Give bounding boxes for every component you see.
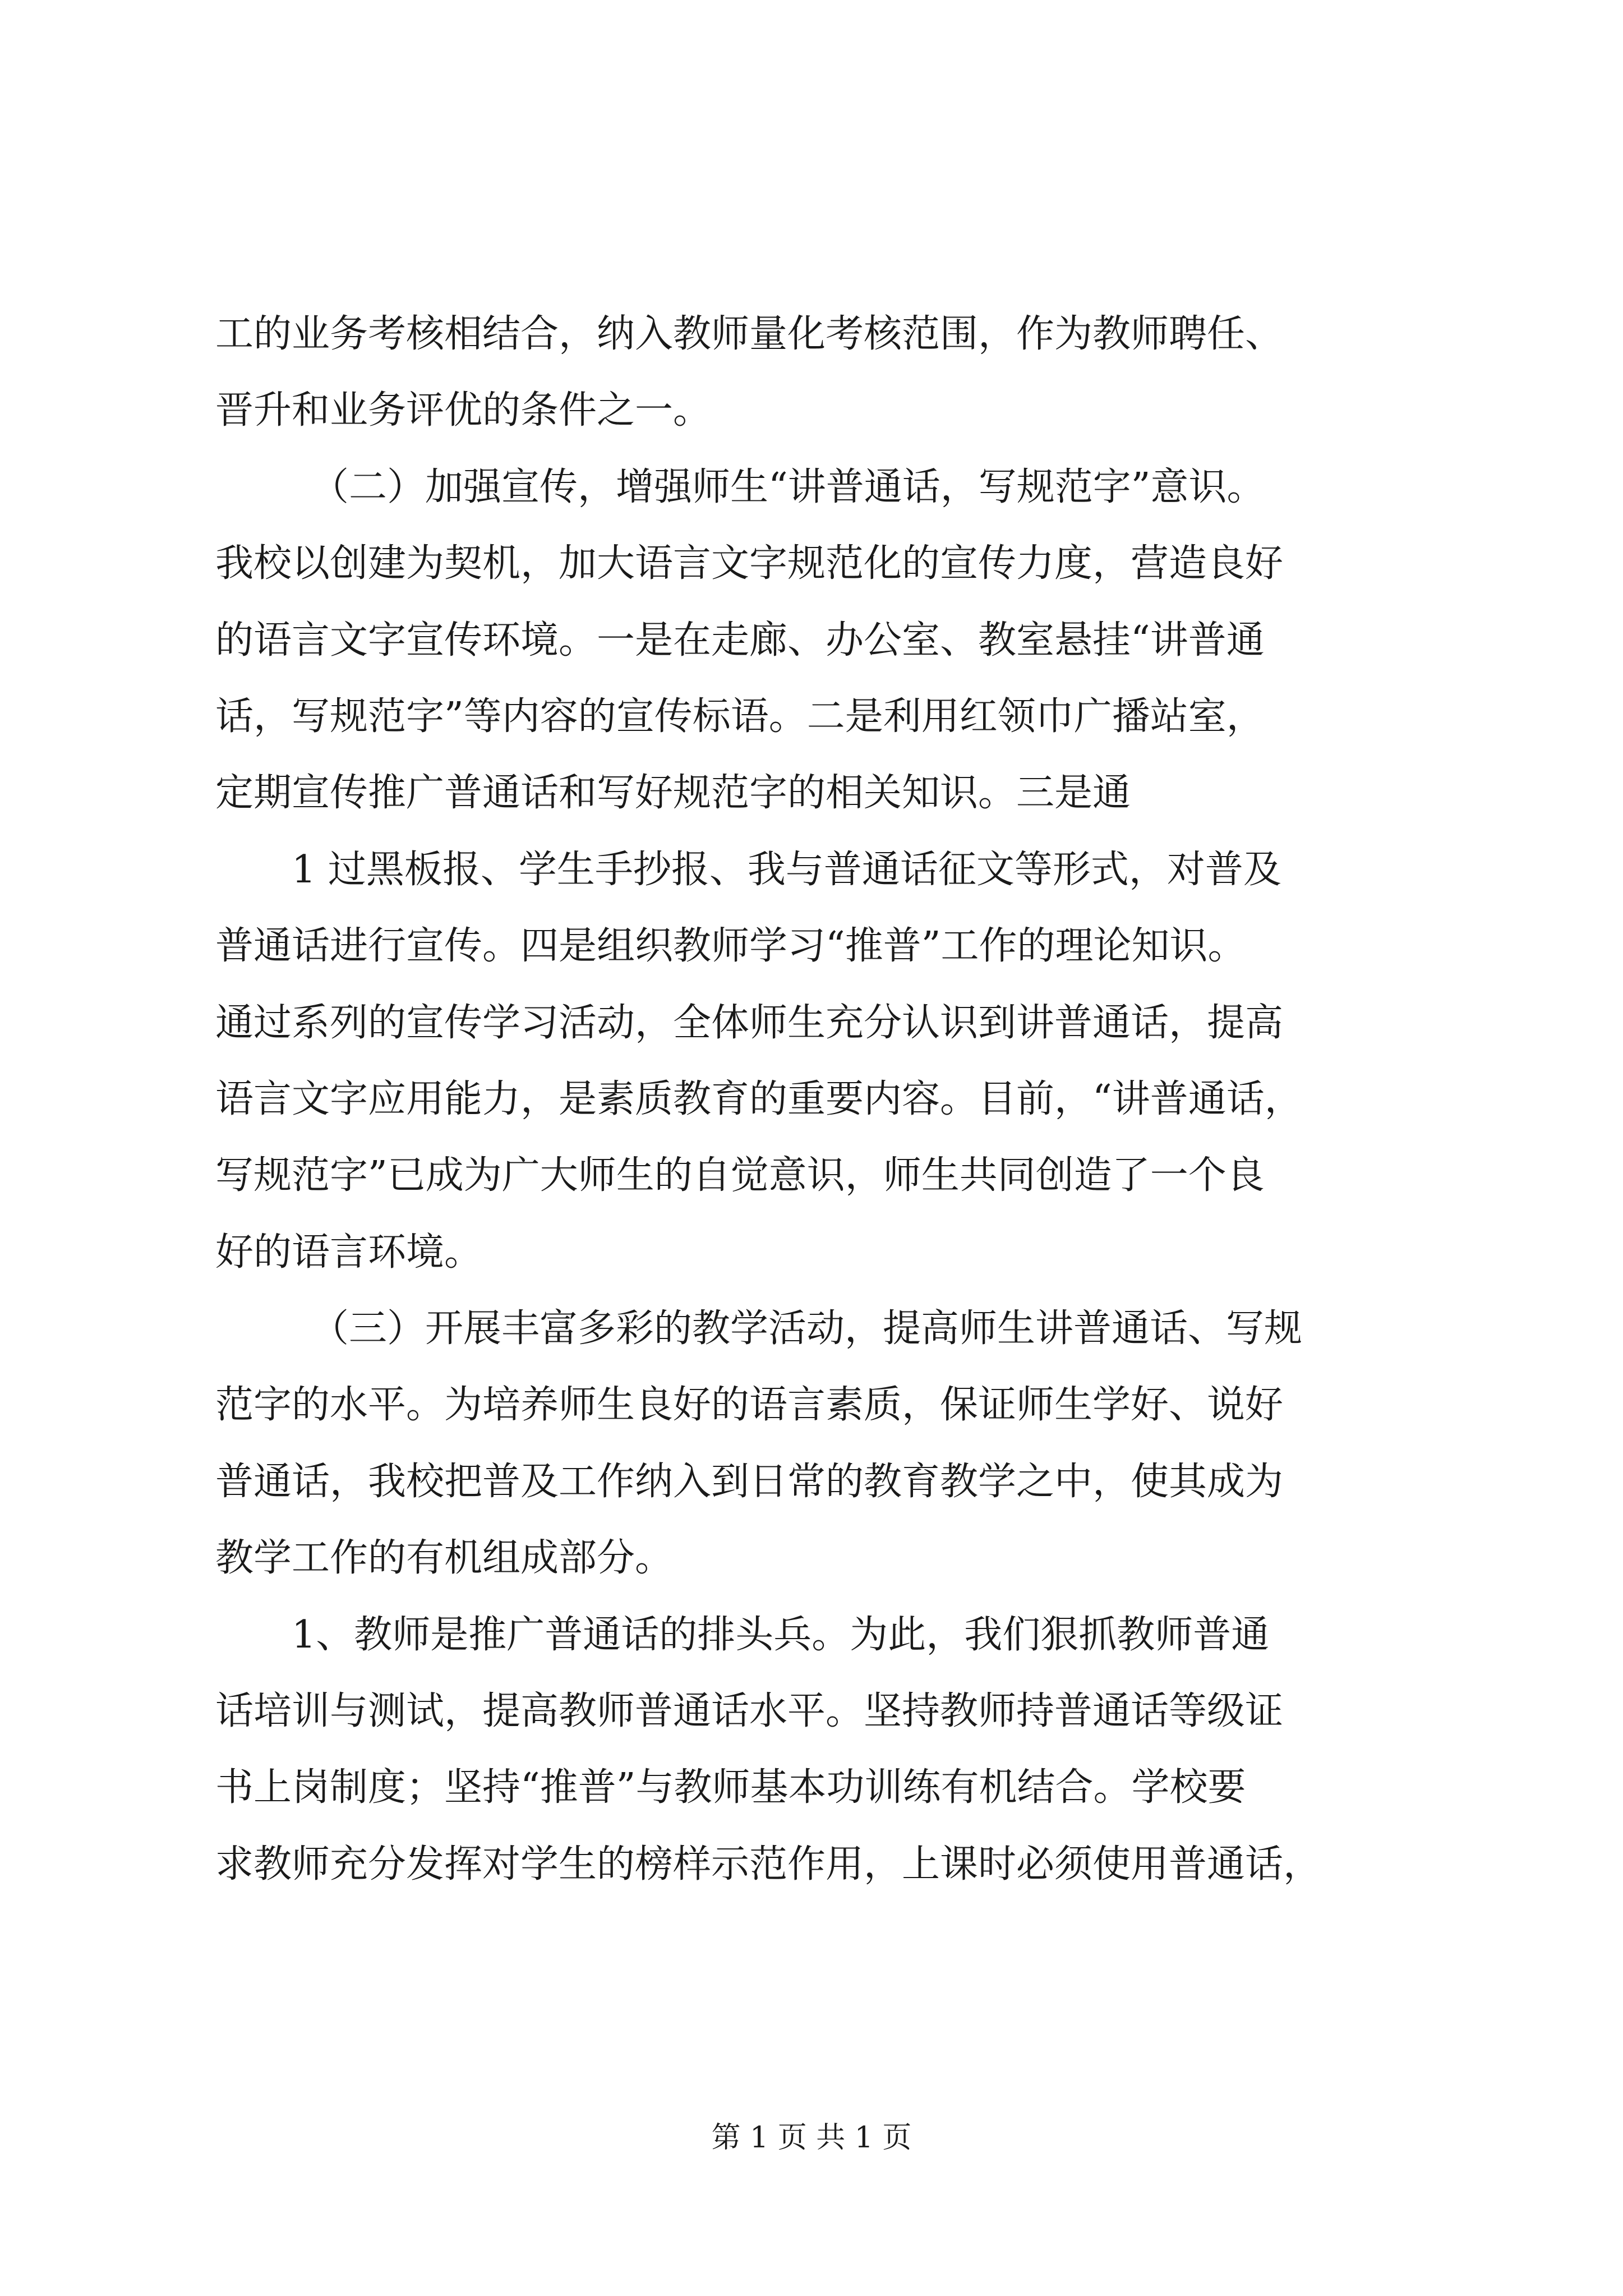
text-line: 语言文字应用能力，是素质教育的重要内容。目前，“讲普通话， bbox=[215, 1076, 1303, 1121]
text-line: 范字的水平。为培养师生良好的语言素质，保证师生学好、说好 bbox=[215, 1383, 1284, 1428]
text-line: 话，写规范字”等内容的宣传标语。二是利用红领巾广播站室， bbox=[215, 694, 1265, 739]
text-line: 普通话进行宣传。四是组织教师学习“推普”工作的理论知识。 bbox=[215, 924, 1246, 969]
text-line: 1、教师是推广普通话的排头兵。为此，我们狠抓教师普通 bbox=[292, 1612, 1270, 1657]
text-line: 普通话，我校把普及工作纳入到日常的教育教学之中，使其成为 bbox=[215, 1459, 1284, 1504]
text-line: 定期宣传推广普通话和写好规范字的相关知识。三是通 bbox=[215, 771, 1131, 816]
text-line: 写规范字”已成为广大师生的自觉意识，师生共同创造了一个良 bbox=[215, 1153, 1265, 1198]
text-line: 教学工作的有机组成部分。 bbox=[215, 1536, 674, 1581]
text-line: 我校以创建为契机，加大语言文字规范化的宣传力度，营造良好 bbox=[215, 541, 1284, 586]
text-line: 1 过黑板报、学生手抄报、我与普通话征文等形式，对普及 bbox=[292, 847, 1281, 892]
section-heading: （二）加强宣传，增强师生“讲普通话，写规范字”意识。 bbox=[311, 464, 1265, 509]
text-line: 好的语言环境。 bbox=[215, 1230, 483, 1274]
text-line: 书上岗制度；坚持“推普”与教师基本功训练有机结合。学校要 bbox=[215, 1765, 1246, 1810]
body-text bbox=[215, 296, 1410, 1903]
text-line: 晋升和业务评优的条件之一。 bbox=[215, 388, 712, 433]
text-line: 通过系列的宣传学习活动，全体师生充分认识到讲普通话，提高 bbox=[215, 1000, 1284, 1045]
text-line: 工的业务考核相结合，纳入教师量化考核范围，作为教师聘任、 bbox=[215, 312, 1284, 356]
text-line: 的语言文字宣传环境。一是在走廊、办公室、教室悬挂“讲普通 bbox=[215, 618, 1265, 662]
page-footer: 第 1 页 共 1 页 bbox=[711, 2121, 912, 2155]
text-line: 求教师充分发挥对学生的榜样示范作用，上课时必须使用普通话， bbox=[215, 1842, 1322, 1887]
text-line: 话培训与测试，提高教师普通话水平。坚持教师持普通话等级证 bbox=[215, 1689, 1284, 1734]
section-heading: （三）开展丰富多彩的教学活动，提高师生讲普通话、写规 bbox=[311, 1306, 1303, 1351]
